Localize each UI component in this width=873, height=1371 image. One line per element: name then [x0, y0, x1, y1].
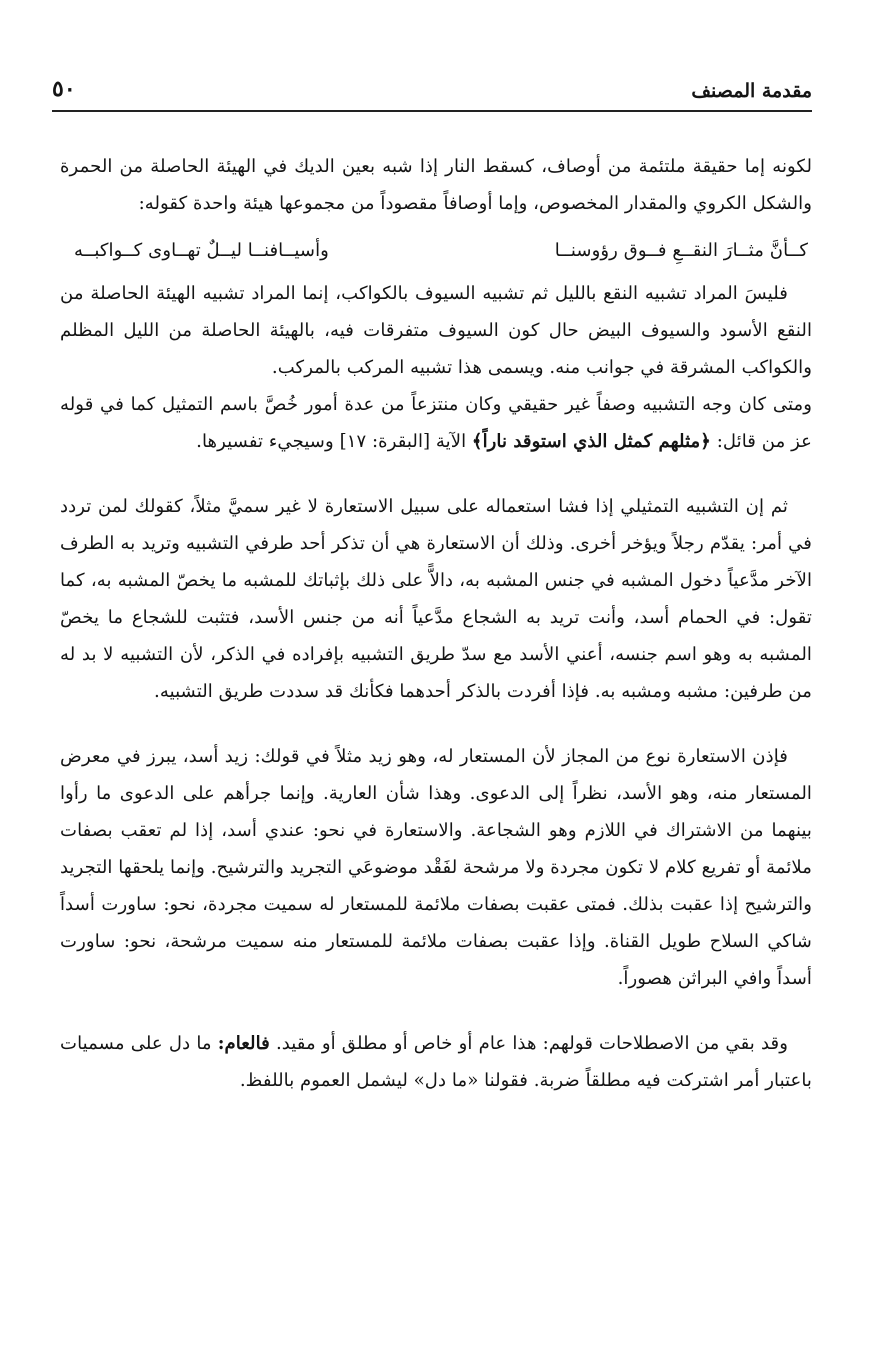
- body-text: [60, 148, 812, 1099]
- paragraph-3: [60, 386, 812, 460]
- paragraph-6-text-b: ما دل على مسميات باعتبار أمر اشتركت فيه مطلقاً ضربة. فقولنا «ما دل» ليشمل العموم باللفظ.: [60, 1033, 812, 1091]
- paragraph-5: فإذن الاستعارة نوع من المجاز لأن المستعار له، وهو زيد مثلاً في قولك: زيد أسد، يبرز في معرض المستعار منه، وهو الأسد، نظراً إلى الدعوى. وهذا شأن العارية. وإنما جرأهم على الدعوى ما رأوا بينهما من الاشتراك في اللازم وهو الشجاعة. والاستعارة في نحو: عندي أسد، إذا لم تعقب بصفات ملائمة أو تفريع كلام لا تكون مجردة ولا مرشحة لفَقْد موضوعَي التجريد والترشيح. وإنما يلحقها التجريد والترشيح إذا عقبت بذلك. فمتى عقبت بصفات ملائمة للمستعار له سميت مجردة، نحو: ساورت أسداً شاكي السلاح طويل القناة. وإذا عقبت بصفات ملائمة للمستعار منه سميت مرشحة، نحو: ساورت أسداً وافي البراثن هصوراً.: [60, 746, 812, 989]
- page-number: ٥٠: [52, 76, 76, 102]
- paragraph-6-text-a: وقد بقي من الاصطلاحات قولهم: هذا عام أو خاص أو مطلق أو مقيد.: [269, 1033, 789, 1054]
- verse-first-hemistich: كــأنَّ مثــارَ النقــعِ فــوق رؤوسنــا: [554, 240, 808, 261]
- verse-second-hemistich: وأسيــافنــا ليــلٌ تهــاوى كــواكبــه: [74, 240, 329, 261]
- poetry-verse: [60, 232, 812, 269]
- paragraph-6: [60, 1025, 812, 1099]
- term-al-aam: فالعام:: [217, 1033, 270, 1054]
- running-title: مقدمة المصنف: [691, 80, 812, 102]
- paragraph-2: فليسَ المراد تشبيه النقع بالليل ثم تشبيه السيوف بالكواكب، إنما المراد تشبيه الهيئة الحاصلة من النقع الأسود والسيوف البيض حال كون السيوف متفرقات فيه، بالهيئة الحاصلة من الليل المظلم والكواكب المشرقة في جوانب منه. ويسمى هذا تشبيه المركب بالمركب.: [60, 283, 812, 378]
- paragraph-3-text-b: الآية [البقرة: ١٧] وسيجيء تفسيرها.: [196, 431, 472, 452]
- paragraph-3-text-a: ومتى كان وجه التشبيه وصفاً غير حقيقي وكان منتزعاً من عدة أمور خُصَّ باسم التمثيل كما في قوله عز من قائل:: [60, 394, 812, 452]
- paragraph-1: لكونه إما حقيقة ملتئمة من أوصاف، كسقط النار إذا شبه بعين الديك في الهيئة الحاصلة من الحمرة والشكل الكروي والمقدار المخصوص، وإما أوصافاً مقصوداً من مجموعها هيئة واحدة كقوله:: [60, 156, 812, 214]
- quran-quote: ﴿مثلهم كمثل الذي استوقد ناراً﴾: [471, 431, 711, 452]
- header-rule: [52, 110, 812, 112]
- paragraph-4: ثم إن التشبيه التمثيلي إذا فشا استعماله على سبيل الاستعارة لا غير سميَّ مثلاً، كقولك لمن تردد في أمر: يقدّم رجلاً ويؤخر أخرى. وذلك أن الاستعارة هي أن تذكر أحد طرفي التشبيه وتريد به الطرف الآخر مدَّعياً دخول المشبه في جنس المشبه به، دالاًّ على ذلك بإثباتك للمشبه ما يخصّ المشبه به، كما تقول: في الحمام أسد، وأنت تريد به الشجاع مدَّعياً أنه من جنس الأسد، فتثبت للشجاع ما يخصّ المشبه به وهو اسم جنسه، أعني الأسد مع سدّ طريق التشبيه بإفراده في الذكر، لأن التشبيه لا بد له من طرفين: مشبه ومشبه به. فإذا أفردت بالذكر أحدهما فكأنك قد سددت طريق التشبيه.: [60, 496, 812, 702]
- page-header: [52, 76, 812, 114]
